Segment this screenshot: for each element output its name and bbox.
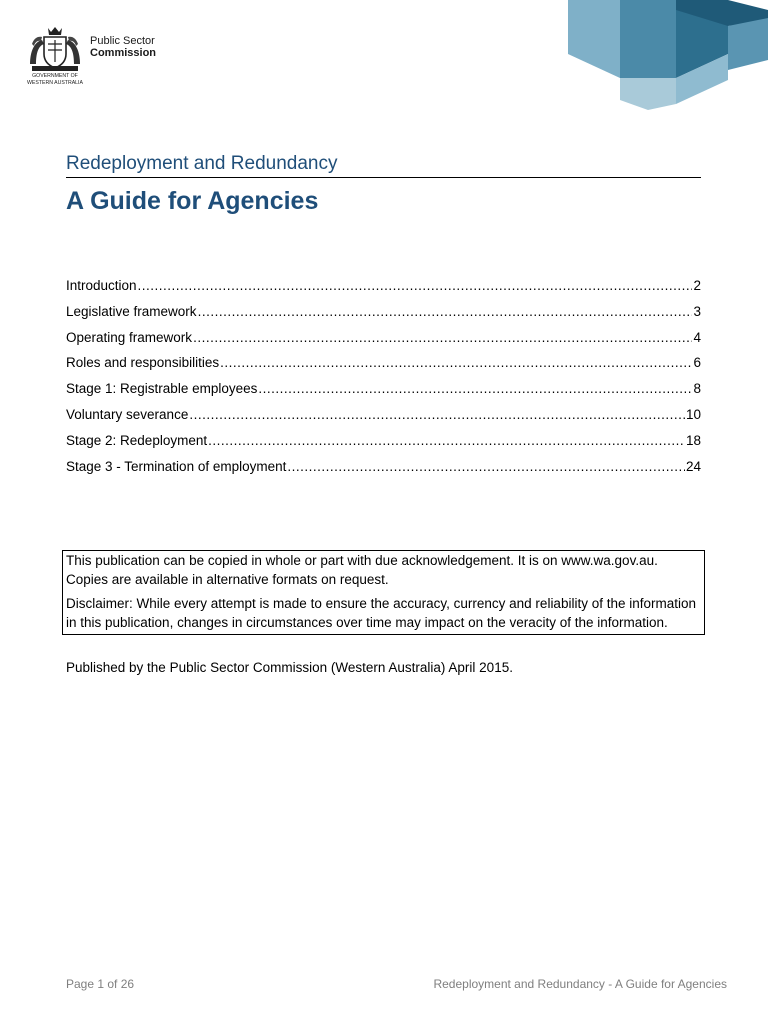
document-subtitle: Redeployment and Redundancy (66, 153, 338, 174)
table-of-contents (66, 278, 701, 484)
toc-entry-label: Roles and responsibilities (66, 355, 220, 371)
toc-entry-page: 18 (685, 432, 701, 448)
toc-entry-page: 3 (693, 303, 701, 319)
toc-entry[interactable] (66, 278, 701, 304)
page-number: Page 1 of 26 (66, 977, 135, 991)
toc-entry[interactable] (66, 330, 701, 356)
toc-entry-page: 6 (693, 355, 701, 371)
toc-entry-page: 2 (693, 278, 701, 293)
toc-entry-label: Stage 2: Redeployment (66, 432, 208, 448)
footer-document-title: Redeployment and Redundancy - A Guide for Agencies (433, 977, 727, 991)
disclaimer-text: Disclaimer: While every attempt is made to ensure the accuracy, currency and reliability of the information in this publication, changes in circumstances over time may impact on the veracity of the information. (66, 596, 697, 630)
toc-entry[interactable] (66, 433, 701, 459)
crest-caption-line2: WESTERN AUSTRALIA (27, 80, 83, 86)
toc-entry-page: 4 (693, 329, 701, 345)
toc-leader-dots (220, 355, 692, 370)
crest-caption-line1: GOVERNMENT OF (32, 73, 78, 79)
toc-entry[interactable] (66, 355, 701, 381)
copyright-notice-box (62, 550, 705, 635)
toc-leader-dots (193, 330, 692, 345)
publication-statement: Published by the Public Sector Commission (Western Australia) April 2015. (66, 660, 513, 675)
toc-entry-label: Operating framework (66, 329, 193, 345)
toc-entry-page: 10 (685, 406, 701, 422)
decorative-hexagon-graphic (560, 0, 768, 110)
toc-leader-dots (208, 433, 685, 448)
title-divider (66, 177, 701, 178)
toc-entry-label: Legislative framework (66, 303, 197, 319)
org-name-line1: Public Sector (90, 35, 155, 47)
toc-entry-page: 8 (693, 381, 701, 397)
toc-entry-label: Voluntary severance (66, 406, 189, 422)
toc-entry[interactable] (66, 381, 701, 407)
toc-entry-label: Stage 1: Registrable employees (66, 381, 258, 397)
toc-entry[interactable] (66, 304, 701, 330)
organisation-name (90, 35, 156, 59)
wa-government-crest-logo (24, 24, 86, 86)
toc-leader-dots (198, 304, 693, 319)
toc-leader-dots (258, 381, 692, 396)
toc-leader-dots (138, 278, 693, 293)
toc-entry[interactable] (66, 459, 701, 485)
toc-entry[interactable] (66, 407, 701, 433)
toc-leader-dots (189, 407, 685, 422)
toc-entry-label: Introduction (66, 278, 137, 293)
toc-entry-page: 24 (685, 458, 701, 474)
document-title: A Guide for Agencies (66, 187, 319, 215)
toc-leader-dots (287, 459, 685, 474)
org-name-line2: Commission (90, 47, 157, 59)
toc-entry-label: Stage 3 - Termination of employment (66, 458, 287, 474)
copy-permission-text: This publication can be copied in whole or part with due acknowledgement. It is on www.wa.gov.au. Copies are available in alternative formats on request. (66, 553, 658, 587)
